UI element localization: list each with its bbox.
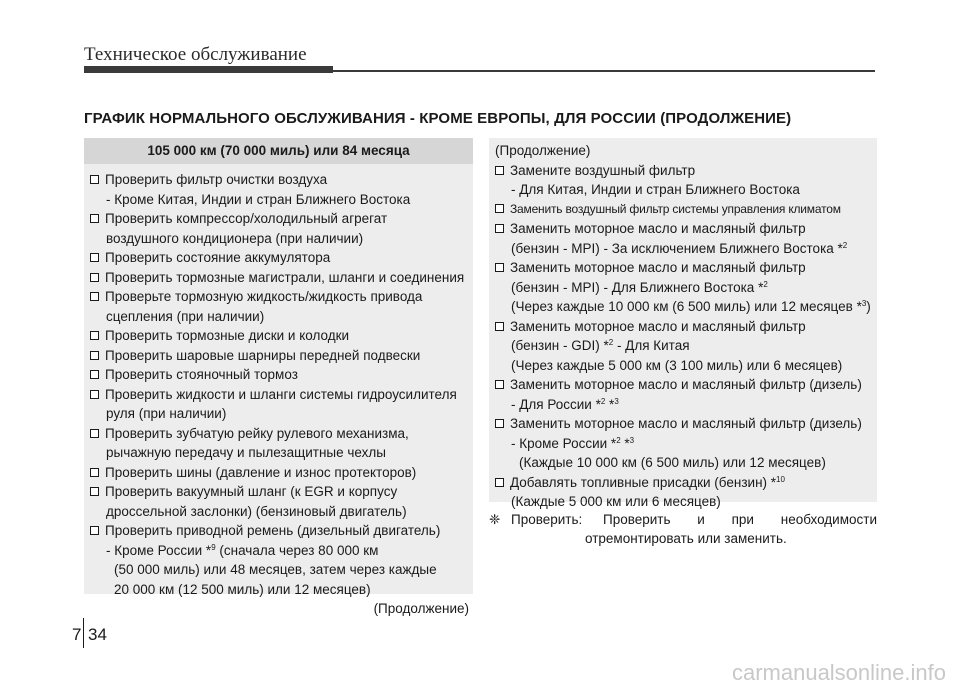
list-item: Проверить зубчатую рейку рулевого механизма,: [90, 424, 473, 444]
checkbox-icon: [90, 292, 99, 301]
checkbox-icon: [90, 487, 99, 496]
note-label: Проверить:: [511, 512, 583, 527]
list-item: Заменить моторное масло и масляный фильтр: [495, 258, 877, 278]
footnote-row: [489, 510, 877, 529]
checkbox-icon: [90, 214, 99, 223]
list-item: Проверить тормозные магистрали, шланги и соединения: [90, 268, 473, 288]
checkbox-icon: [495, 419, 504, 428]
note-text: Проверить и при необходимости: [603, 512, 877, 527]
checkbox-icon: [495, 478, 504, 487]
list-item: Проверить шины (давление и износ протекторов): [90, 463, 473, 483]
list-item-detail: - Кроме России *$^9$ (сначала через 80 000 км: [106, 542, 379, 558]
checkbox-icon: [90, 331, 99, 340]
list-item: Заменить воздушный фильтр системы управления климатом: [495, 200, 877, 220]
checkbox-icon: [495, 166, 504, 175]
list-item-detail: (Каждые 10 000 км (6 500 миль) или 12 месяцев): [519, 455, 826, 470]
checkbox-icon: [90, 390, 99, 399]
list-item-detail: рычажную передачу и пылезащитные чехлы: [106, 445, 386, 460]
checkbox-icon: [495, 263, 504, 272]
checkbox-icon: [495, 204, 504, 213]
note-mark-icon: ❈: [489, 512, 501, 527]
checkbox-icon: [90, 273, 99, 282]
list-item-detail: воздушного кондиционера (при наличии): [106, 230, 364, 246]
continued-label: (Продолжение): [373, 601, 469, 616]
checkbox-icon: [90, 526, 99, 535]
list-item: Проверить состояние аккумулятора: [90, 248, 473, 268]
page-number-divider: [83, 618, 84, 648]
footnote: [489, 510, 877, 548]
list-item-detail: - Кроме России *$^2$ *$^3$: [511, 435, 635, 451]
list-item: Проверить шаровые шарниры передней подвески: [90, 346, 473, 366]
checkbox-icon: [90, 351, 99, 360]
list-item: Заменить моторное масло и масляный фильтр: [495, 219, 877, 239]
checkbox-icon: [495, 380, 504, 389]
list-item: Замените воздушный фильтр: [495, 161, 877, 181]
header-rule-thin: [333, 70, 875, 72]
checkbox-icon: [90, 370, 99, 379]
list-item: Заменить моторное масло и масляный фильтр (дизель): [495, 414, 877, 434]
continued-label: (Продолжение): [495, 143, 591, 158]
list-item-detail: (бензин - GDI) *$^2$ - Для Китая: [511, 338, 690, 353]
list-item-detail: - Для Китая, Индии и стран Ближнего Востока: [511, 182, 800, 197]
list-item: Заменить моторное масло и масляный фильтр (дизель): [495, 375, 877, 395]
list-item: Проверьте тормозную жидкость/жидкость привода: [90, 287, 473, 307]
list-item-detail: (Каждые 5 000 км или 6 месяцев): [511, 494, 721, 509]
list-item-detail: (Через каждые 10 000 км (6 500 миль) или 12 месяцев *$^3$): [511, 299, 871, 314]
page-header-title: Техническое обслуживание: [84, 44, 307, 65]
chapter-number: 7: [72, 625, 82, 644]
checkbox-icon: [90, 175, 99, 184]
list-item: Проверить вакуумный шланг (к EGR и корпусу: [90, 482, 473, 502]
list-item: Проверить тормозные диски и колодки: [90, 326, 473, 346]
right-list: [489, 138, 877, 512]
list-item-detail: дроссельной заслонки) (бензиновый двигатель): [106, 503, 407, 519]
interval-heading: 105 000 км (70 000 миль) или 84 месяца: [84, 138, 473, 164]
list-item: Заменить моторное масло и масляный фильтр: [495, 317, 877, 337]
section-title: ГРАФИК НОРМАЛЬНОГО ОБСЛУЖИВАНИЯ - КРОМЕ ЕВРОПЫ, ДЛЯ РОССИИ (ПРОДОЛЖЕНИЕ): [84, 110, 792, 127]
checkbox-icon: [90, 253, 99, 262]
list-item: Проверить компрессор/холодильный агрегат: [90, 209, 473, 229]
list-item-detail: (50 000 миль) или 48 месяцев, затем через каждые: [114, 562, 437, 577]
left-maintenance-panel: [84, 138, 473, 616]
list-item-detail: сцепления (при наличии): [106, 308, 265, 324]
checkbox-icon: [495, 224, 504, 233]
note-continuation: отремонтировать или заменить.: [585, 531, 787, 546]
left-list: [84, 164, 473, 619]
list-item-detail: руля (при наличии): [106, 406, 227, 421]
list-item-detail: (бензин - MPI) - Для Ближнего Востока *$^2$: [511, 279, 768, 295]
checkbox-icon: [90, 468, 99, 477]
list-item: Проверить жидкости и шланги системы гидроусилителя: [90, 385, 473, 405]
list-item-detail: (Через каждые 5 000 км (3 100 миль) или 6 месяцев): [511, 357, 843, 373]
list-item: Добавлять топливные присадки (бензин) *$^{10}$: [495, 473, 877, 493]
list-item-detail: - Кроме Китая, Индии и стран Ближнего Востока: [106, 191, 411, 207]
list-item-detail: 20 000 км (12 500 миль) или 12 месяцев): [114, 581, 371, 597]
list-item: Проверить стояночный тормоз: [90, 365, 473, 385]
right-maintenance-panel: [489, 138, 877, 509]
page-number: 34: [88, 625, 107, 644]
list-item: Проверить приводной ремень (дизельный двигатель): [90, 521, 473, 541]
list-item-detail: (бензин - MPI) - За исключением Ближнего Востока *$^2$: [511, 240, 848, 256]
checkbox-icon: [90, 429, 99, 438]
list-item-detail: - Для России *$^2$ *$^3$: [511, 396, 619, 412]
header-rule-thick: [84, 66, 333, 73]
watermark: carmanualsonline.info: [731, 660, 946, 685]
checkbox-icon: [495, 322, 504, 331]
list-item: Проверить фильтр очистки воздуха: [90, 170, 473, 190]
